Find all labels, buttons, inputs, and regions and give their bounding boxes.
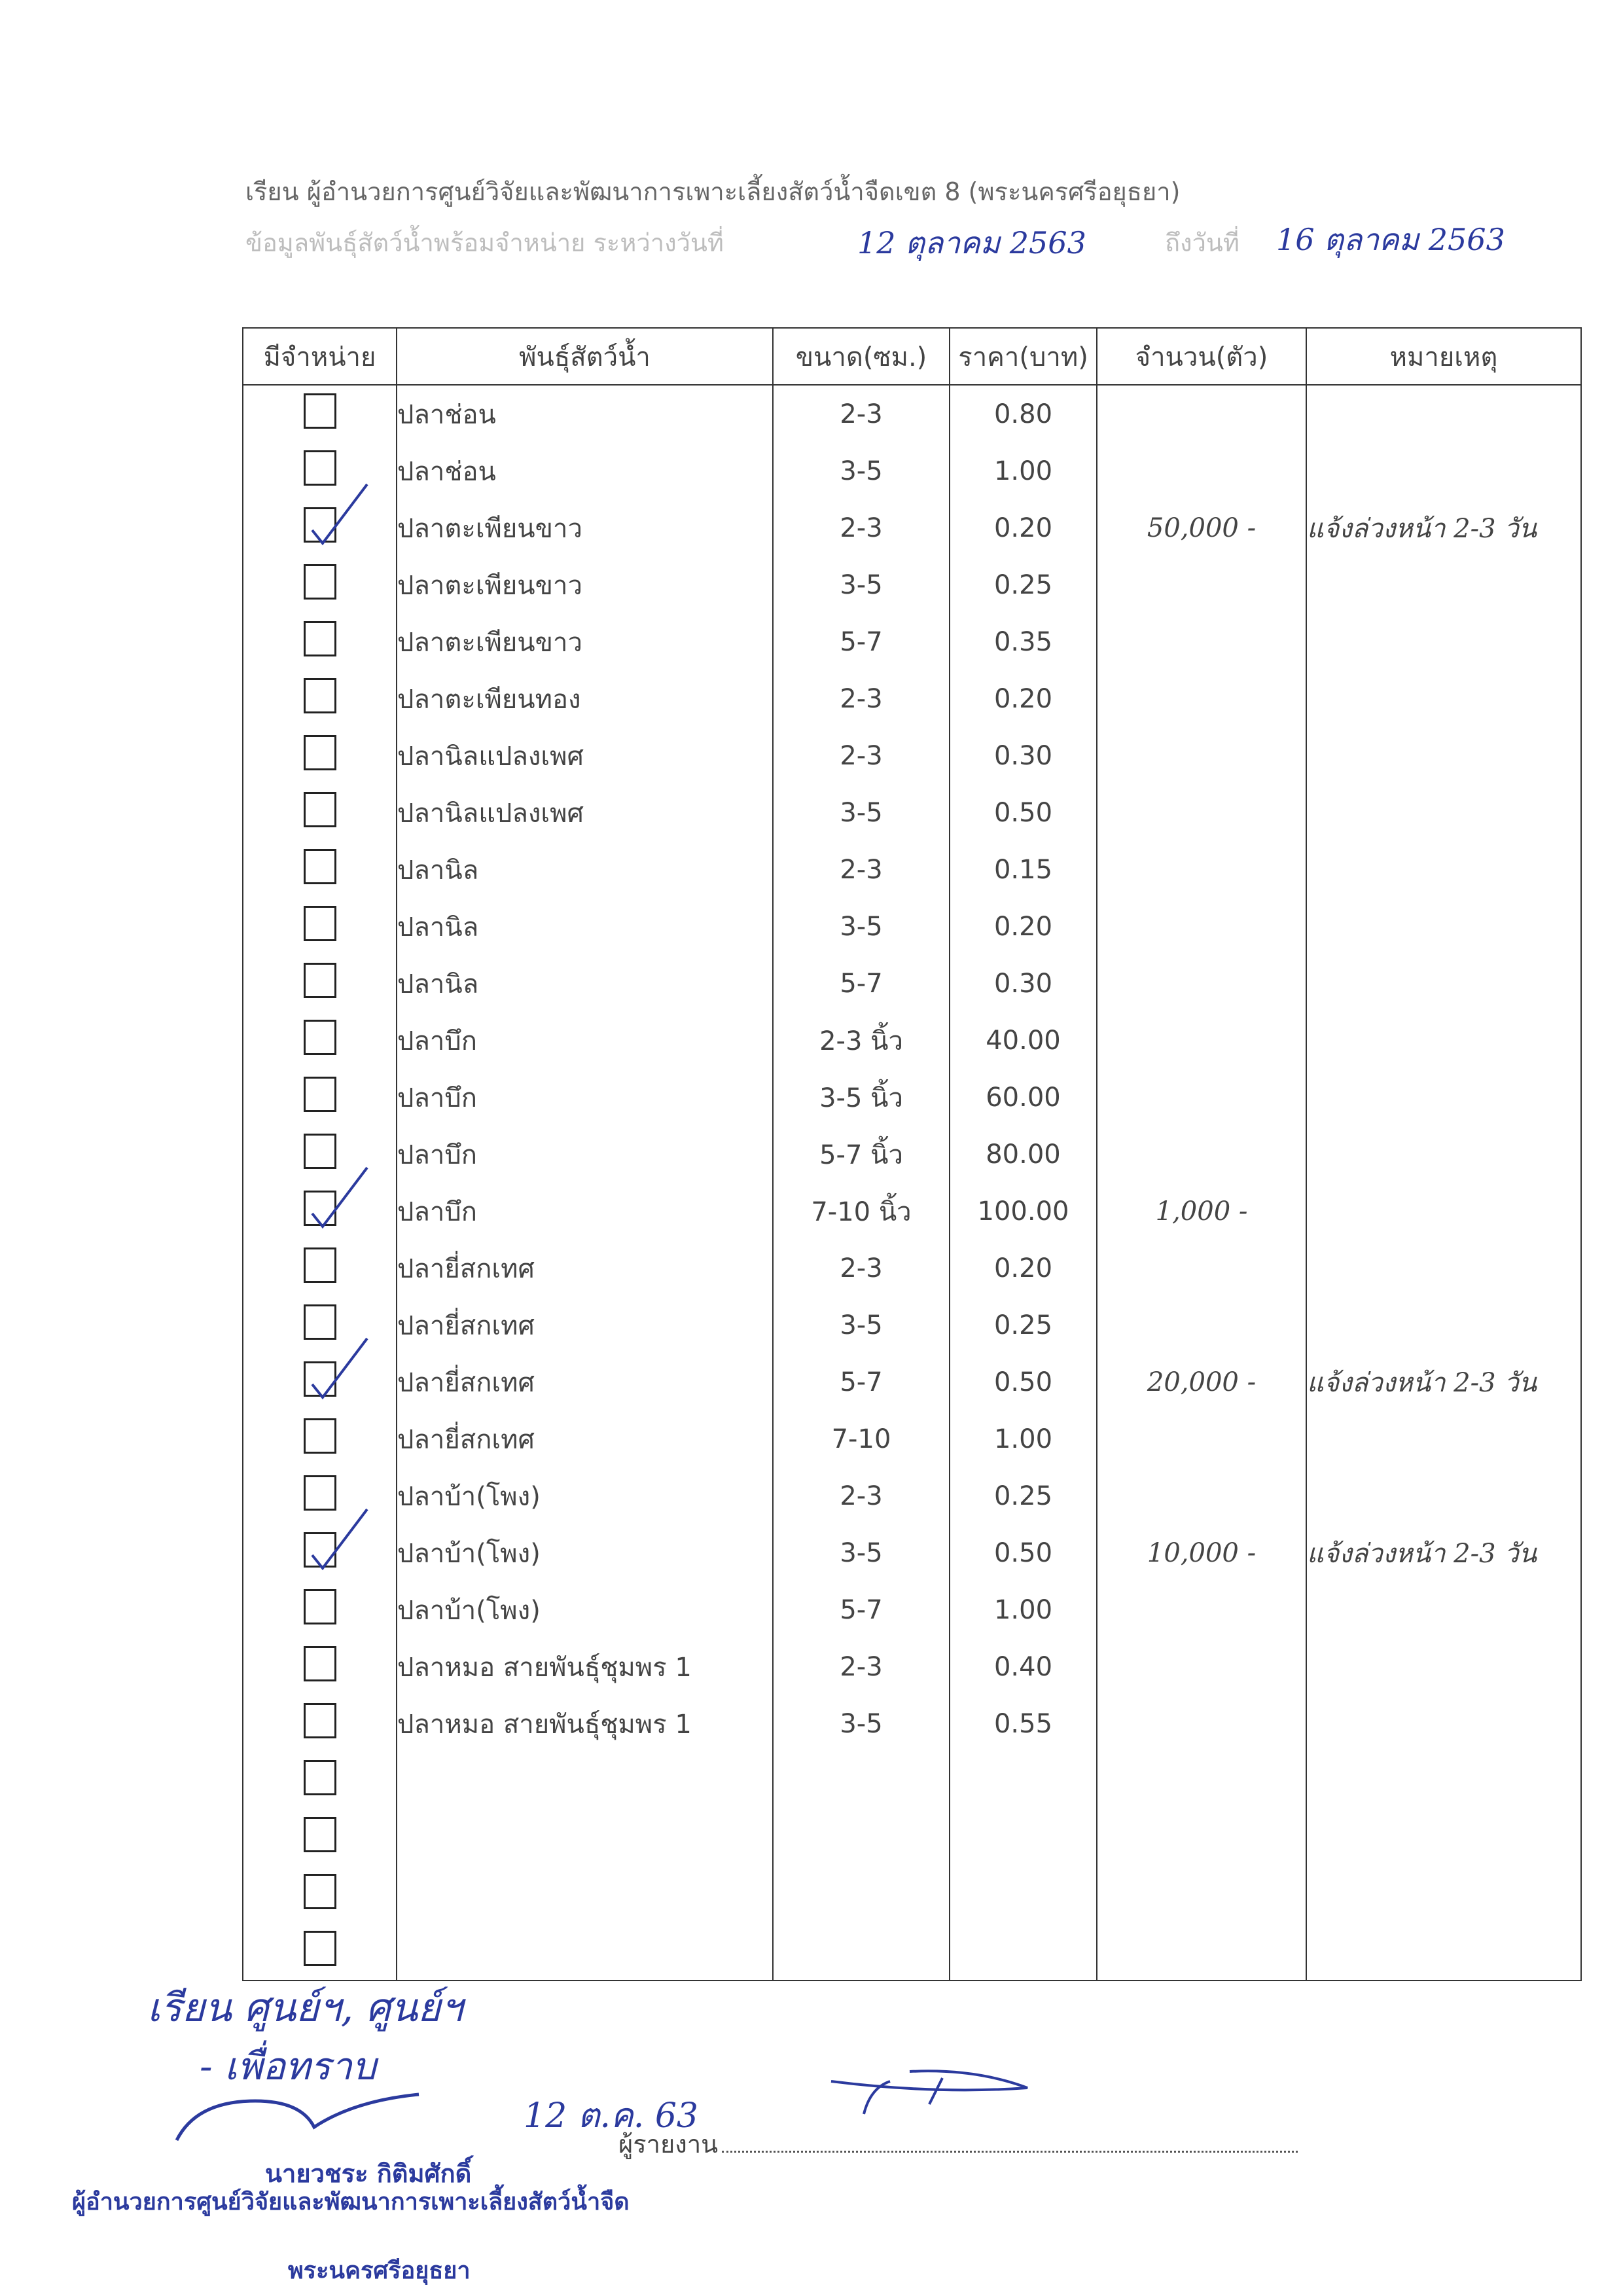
date-to: 16 ตุลาคม 2563: [1276, 222, 1505, 257]
size-value: 3-5: [773, 1695, 950, 1752]
species-name: ปลานิลแปลงเพศ: [397, 727, 773, 784]
size-value: 5-7 นิ้ว: [773, 1126, 950, 1183]
size-value: 2-3: [773, 385, 950, 442]
signature-scribble: [177, 2094, 419, 2140]
species-name: ปลายี่สกเทศ: [397, 1240, 773, 1297]
col-available: มีจำหน่าย: [243, 328, 397, 385]
price-value: 1.00: [950, 1410, 1097, 1467]
species-name: ปลาบึก: [397, 1183, 773, 1240]
species-name: ปลานิล: [397, 898, 773, 955]
handwritten-note-line2: - เพื่อทราบ: [200, 2044, 376, 2089]
price-value: 0.15: [950, 841, 1097, 898]
size-value: 2-3: [773, 841, 950, 898]
size-value: 2-3: [773, 499, 950, 556]
signer-title-line1: ผู้อำนวยการศูนย์วิจัยและพัฒนาการเพาะเลี้ยงสัตว์น้ำจืด: [72, 2189, 630, 2215]
species-name: ปลาบ้า(โพง): [397, 1581, 773, 1638]
price-value: 100.00: [950, 1183, 1097, 1240]
species-name: ปลานิล: [397, 841, 773, 898]
col-species: พันธุ์สัตว์น้ำ: [397, 328, 773, 385]
species-name: ปลายี่สกเทศ: [397, 1297, 773, 1354]
quantity-value: 20,000 -: [1097, 1354, 1306, 1410]
price-value: 0.25: [950, 1467, 1097, 1524]
remark-value: แจ้งล่วงหน้า 2-3 วัน: [1306, 1354, 1581, 1410]
price-value: 0.40: [950, 1638, 1097, 1695]
price-value: 0.20: [950, 898, 1097, 955]
reporter-dotted-line: [722, 2151, 1298, 2153]
date-from: 12 ตุลาคม 2563: [857, 225, 1086, 260]
price-value: 0.20: [950, 499, 1097, 556]
species-name: ปลานิล: [397, 955, 773, 1012]
size-value: 3-5 นิ้ว: [773, 1069, 950, 1126]
size-value: 3-5: [773, 556, 950, 613]
col-quantity: จำนวน(ตัว): [1097, 328, 1306, 385]
handwritten-note-line1: เรียน ศูนย์ฯ, ศูนย์ฯ: [147, 1985, 463, 2031]
species-name: ปลายี่สกเทศ: [397, 1354, 773, 1410]
price-value: 0.30: [950, 955, 1097, 1012]
price-value: 0.50: [950, 1354, 1097, 1410]
price-value: 0.50: [950, 1524, 1097, 1581]
species-name: ปลาบึก: [397, 1012, 773, 1069]
price-value: 0.50: [950, 784, 1097, 841]
species-name: ปลาหมอ สายพันธุ์ชุมพร 1: [397, 1695, 773, 1752]
species-name: ปลาบ้า(โพง): [397, 1467, 773, 1524]
col-remark: หมายเหตุ: [1306, 328, 1581, 385]
price-value: 1.00: [950, 1581, 1097, 1638]
price-value: 80.00: [950, 1126, 1097, 1183]
size-value: 5-7: [773, 1354, 950, 1410]
species-name: ปลาตะเพียนขาว: [397, 613, 773, 670]
size-value: 3-5: [773, 1524, 950, 1581]
size-value: 5-7: [773, 955, 950, 1012]
size-value: 7-10 นิ้ว: [773, 1183, 950, 1240]
price-value: 0.80: [950, 385, 1097, 442]
remark-value: แจ้งล่วงหน้า 2-3 วัน: [1306, 1524, 1581, 1581]
price-value: 0.20: [950, 670, 1097, 727]
species-name: ปลาช่อน: [397, 442, 773, 499]
size-value: 3-5: [773, 898, 950, 955]
species-name: ปลายี่สกเทศ: [397, 1410, 773, 1467]
species-name: ปลาบ้า(โพง): [397, 1524, 773, 1581]
header-line2: ข้อมูลพันธุ์สัตว์น้ำพร้อมจำหน่าย ระหว่างวันที่: [245, 228, 724, 257]
size-value: 3-5: [773, 1297, 950, 1354]
species-name: ปลานิลแปลงเพศ: [397, 784, 773, 841]
species-name: ปลาช่อน: [397, 385, 773, 442]
price-value: 0.25: [950, 1297, 1097, 1354]
signer-title-line2: พระนครศรีอยุธยา: [288, 2257, 471, 2284]
size-value: 2-3: [773, 1638, 950, 1695]
reporter-signature: [831, 2071, 1027, 2114]
remark-value: แจ้งล่วงหน้า 2-3 วัน: [1306, 499, 1581, 556]
size-value: 7-10: [773, 1410, 950, 1467]
quantity-value: 50,000 -: [1097, 499, 1306, 556]
signer-name: นายวชระ กิติมศักดิ์: [265, 2159, 472, 2188]
reporter-label: ผู้รายงาน: [618, 2130, 719, 2159]
date-separator: ถึงวันที่: [1165, 228, 1240, 257]
price-value: 0.20: [950, 1240, 1097, 1297]
price-value: 1.00: [950, 442, 1097, 499]
price-value: 0.35: [950, 613, 1097, 670]
size-value: 3-5: [773, 784, 950, 841]
size-value: 3-5: [773, 442, 950, 499]
size-value: 2-3: [773, 670, 950, 727]
price-value: 0.25: [950, 556, 1097, 613]
handwritten-date: 12 ต.ค. 63: [524, 2096, 699, 2136]
species-name: ปลาตะเพียนขาว: [397, 499, 773, 556]
size-value: 2-3: [773, 727, 950, 784]
quantity-value: 10,000 -: [1097, 1524, 1306, 1581]
col-size: ขนาด(ซม.): [773, 328, 950, 385]
price-value: 0.30: [950, 727, 1097, 784]
size-value: 2-3: [773, 1240, 950, 1297]
header-line1: เรียน ผู้อำนวยการศูนย์วิจัยและพัฒนาการเพาะเลี้ยงสัตว์น้ำจืดเขต 8 (พระนครศรีอยุธยา): [245, 177, 1181, 206]
price-value: 60.00: [950, 1069, 1097, 1126]
size-value: 2-3 นิ้ว: [773, 1012, 950, 1069]
species-name: ปลาหมอ สายพันธุ์ชุมพร 1: [397, 1638, 773, 1695]
size-value: 5-7: [773, 613, 950, 670]
reporter-line: [618, 2124, 1298, 2164]
price-value: 40.00: [950, 1012, 1097, 1069]
species-name: ปลาบึก: [397, 1126, 773, 1183]
species-name: ปลาบึก: [397, 1069, 773, 1126]
species-name: ปลาตะเพียนขาว: [397, 556, 773, 613]
quantity-value: 1,000 -: [1097, 1183, 1306, 1240]
size-value: 5-7: [773, 1581, 950, 1638]
size-value: 2-3: [773, 1467, 950, 1524]
price-value: 0.55: [950, 1695, 1097, 1752]
species-name: ปลาตะเพียนทอง: [397, 670, 773, 727]
col-price: ราคา(บาท): [950, 328, 1097, 385]
